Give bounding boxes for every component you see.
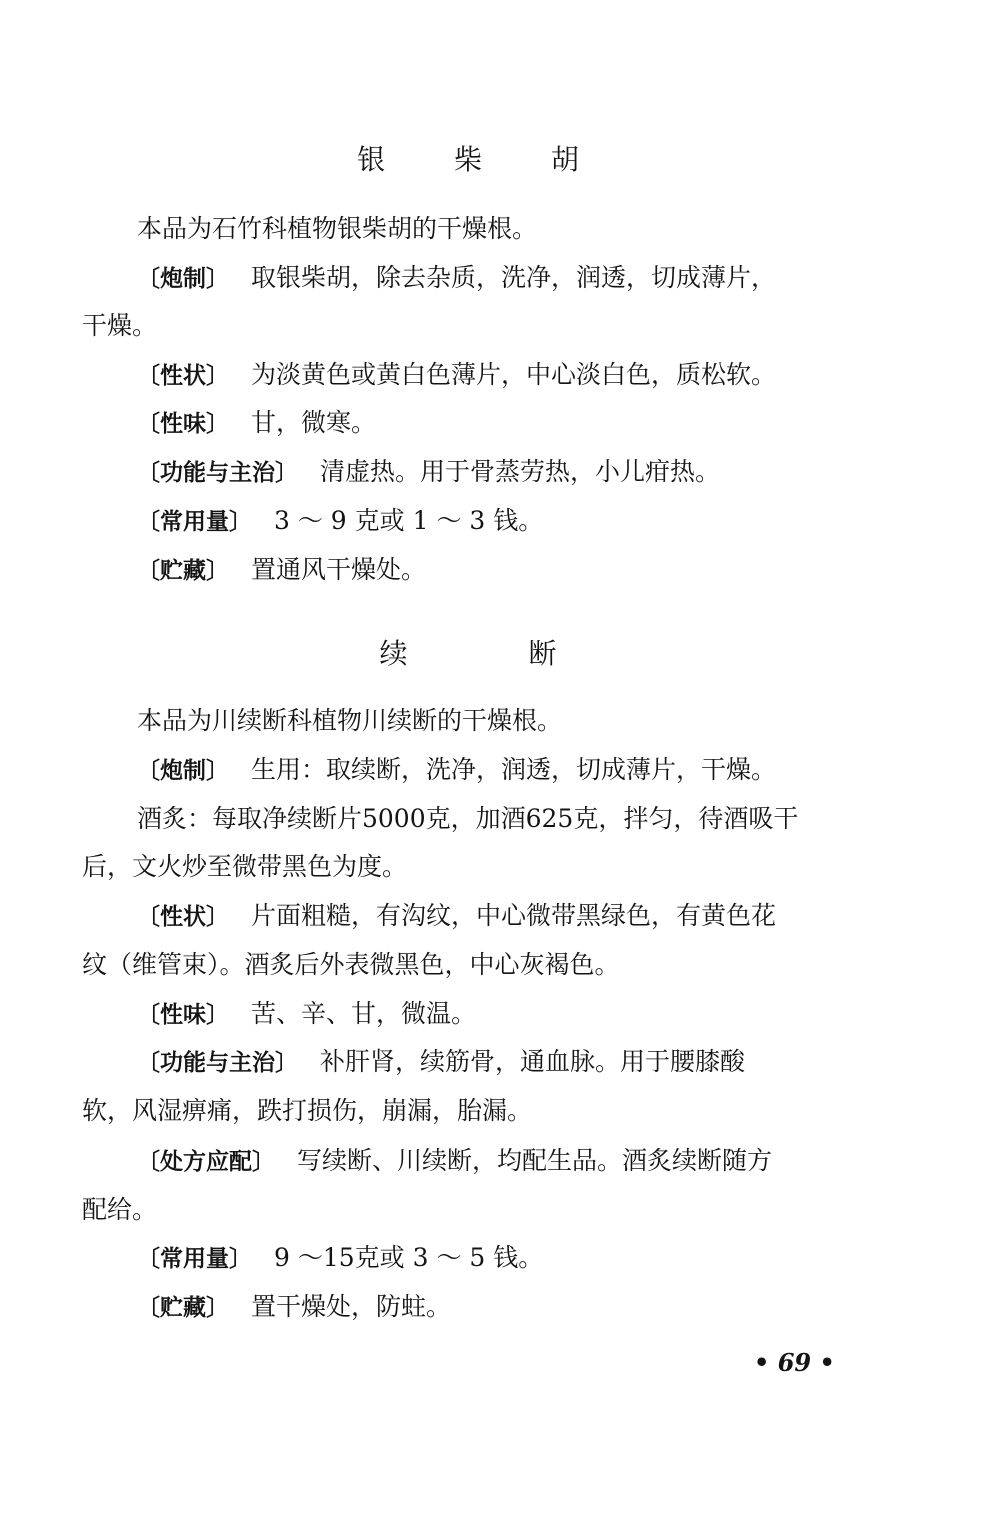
section1-paozhi	[137, 262, 776, 295]
section2-intro: 本品为川续断科植物川续断的干燥根。	[137, 706, 563, 735]
zhucang-tag: 〔贮藏〕	[137, 558, 229, 584]
xingwei-text: 甘，微寒。	[251, 408, 377, 437]
section1-paozhi-cont: 干燥。	[82, 311, 158, 340]
section2-jiuzhi: 酒炙：每取净续断片5000克，加酒625克，拌匀，待酒吸干	[137, 804, 799, 833]
section2-chufang	[137, 1145, 772, 1178]
section2-gongneng	[137, 1046, 745, 1079]
section2-xingwei	[137, 998, 476, 1031]
section1-zhucang	[137, 554, 426, 587]
paozhi-text: 生用：取续断，洗净，润透，切成薄片，干燥。	[251, 755, 777, 784]
section-title-yinchaihu: 银 柴 胡	[357, 143, 609, 176]
section2-xingzhuang-cont: 纹（维管束）。酒炙后外表微黑色，中心灰褐色。	[82, 950, 620, 979]
yongliang-text: 9 ～15克或 3 ～ 5 钱。	[274, 1243, 544, 1272]
chufang-text: 写续断、川续断，均配生品。酒炙续断随方	[297, 1146, 773, 1175]
section2-yongliang	[137, 1242, 543, 1275]
xingzhuang-tag: 〔性状〕	[137, 363, 229, 389]
section1-xingzhuang	[137, 359, 776, 392]
xingwei-tag: 〔性味〕	[137, 1002, 229, 1028]
section1-xingwei	[137, 407, 376, 440]
xingzhuang-text: 为淡黄色或黄白色薄片，中心淡白色，质松软。	[251, 360, 777, 389]
section1-intro: 本品为石竹科植物银柴胡的干燥根。	[137, 214, 538, 243]
section1-yongliang	[137, 505, 543, 538]
page-number: • 69 •	[754, 1348, 835, 1377]
section2-jiuzhi-cont: 后，文火炒至微带黑色为度。	[82, 852, 408, 881]
section1-gongneng	[137, 456, 720, 489]
xingzhuang-tag: 〔性状〕	[137, 904, 229, 930]
xingwei-tag: 〔性味〕	[137, 411, 229, 437]
section2-xingzhuang	[137, 900, 776, 933]
section2-chufang-cont: 配给。	[82, 1195, 158, 1224]
zhucang-text: 置干燥处，防蛀。	[251, 1292, 452, 1321]
section2-paozhi	[137, 754, 776, 787]
yongliang-text: 3 ～ 9 克或 1 ～ 3 钱。	[274, 506, 544, 535]
paozhi-tag: 〔炮制〕	[137, 266, 229, 292]
yongliang-tag: 〔常用量〕	[137, 509, 252, 535]
zhucang-tag: 〔贮藏〕	[137, 1295, 229, 1321]
xingzhuang-text: 片面粗糙，有沟纹，中心微带黑绿色，有黄色花	[251, 901, 777, 930]
gongneng-text: 清虚热。用于骨蒸劳热，小儿疳热。	[320, 457, 721, 486]
gongneng-text: 补肝肾，续筋骨，通血脉。用于腰膝酸	[320, 1047, 746, 1076]
xingwei-text: 苦、辛、甘，微温。	[251, 999, 477, 1028]
zhucang-text: 置通风干燥处。	[251, 555, 427, 584]
yongliang-tag: 〔常用量〕	[137, 1246, 252, 1272]
section2-gongneng-cont: 软，风湿痹痛，跌打损伤，崩漏，胎漏。	[82, 1096, 533, 1125]
paozhi-text: 取银柴胡，除去杂质，洗净，润透，切成薄片，	[251, 263, 777, 292]
gongneng-tag: 〔功能与主治〕	[137, 460, 298, 486]
gongneng-tag: 〔功能与主治〕	[137, 1050, 298, 1076]
section-title-xuduan: 续 断	[379, 637, 613, 670]
section2-zhucang	[137, 1291, 451, 1324]
paozhi-tag: 〔炮制〕	[137, 758, 229, 784]
chufang-tag: 〔处方应配〕	[137, 1149, 275, 1175]
